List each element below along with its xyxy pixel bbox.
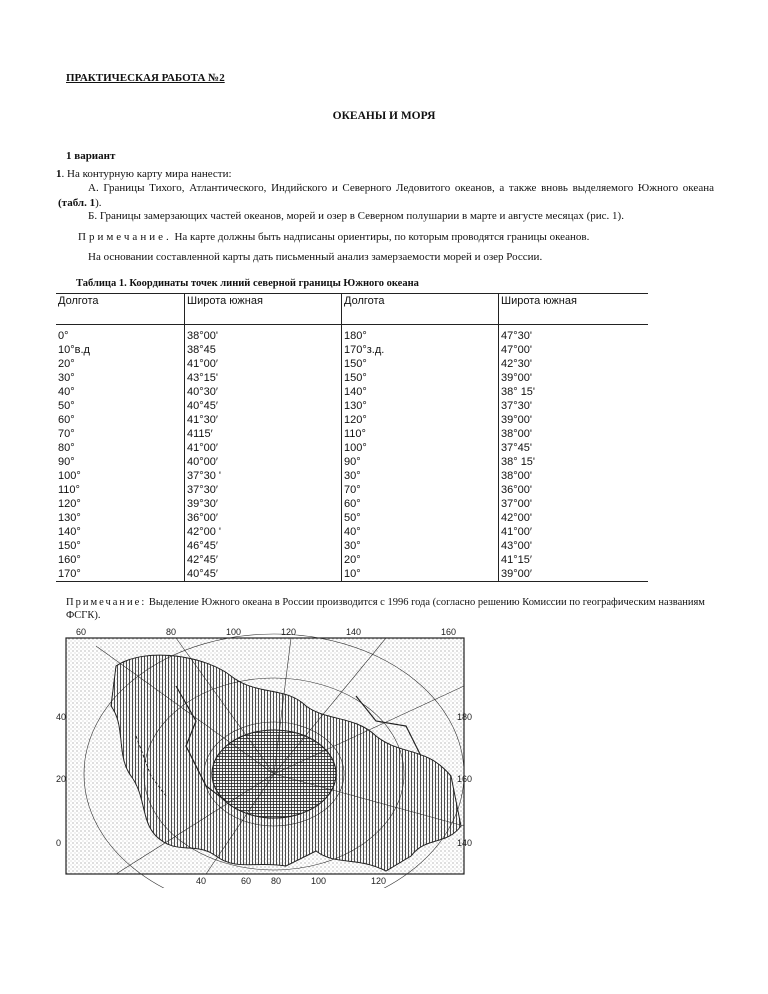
cell-latitude: 42°00 '	[185, 525, 342, 539]
table-row	[56, 511, 648, 525]
cell-latitude: 41°00′	[185, 357, 342, 371]
cell-latitude: 38° 15'	[499, 385, 649, 399]
cell-longitude: 110°	[342, 427, 499, 441]
cell-longitude: 40°	[58, 386, 75, 398]
cell-latitude: 40°30′	[185, 385, 342, 399]
cell-latitude: 42°00'	[499, 511, 649, 525]
cell-longitude: 170°	[56, 567, 185, 582]
map-top-label: 100	[226, 627, 242, 637]
table-row	[56, 525, 648, 539]
cell-longitude: 180°	[342, 325, 499, 344]
arctic-ice-map	[56, 626, 476, 888]
cell-latitude: 39°00'	[499, 371, 649, 385]
cell-longitude: 60°	[342, 497, 499, 511]
table-row	[56, 427, 648, 441]
cell-longitude: 60°	[58, 414, 75, 426]
cell-longitude: 50°	[342, 511, 499, 525]
table-row	[56, 357, 648, 371]
task-intro	[56, 167, 232, 182]
variant-heading: 1 вариант	[66, 150, 116, 162]
map-bottom-label: 100	[311, 876, 327, 886]
cell-longitude: 170°з.д.	[342, 343, 499, 357]
cell-longitude: 120°	[58, 498, 81, 510]
cell-latitude: 41°30′	[185, 413, 342, 427]
cell-longitude: 10°в.д	[58, 344, 90, 356]
map-bottom-label: 80	[271, 876, 282, 886]
map-bottom-label: 40	[196, 876, 207, 886]
cell-latitude: 42°30'	[499, 357, 649, 371]
table-row	[56, 455, 648, 469]
cell-latitude: 36°00'	[499, 483, 649, 497]
table-row	[56, 497, 648, 511]
section-title: ОКЕАНЫ И МОРЯ	[332, 110, 436, 122]
map-left-label: 40	[56, 712, 67, 722]
map-right-label: 140	[457, 838, 473, 848]
cell-latitude: 37°45'	[499, 441, 649, 455]
coordinates-table	[56, 293, 648, 582]
cell-longitude: 40°	[342, 525, 499, 539]
cell-latitude: 47°30'	[499, 325, 649, 344]
note-label: Примечание.	[78, 231, 172, 243]
table-caption: Таблица 1. Координаты точек линий северной границы Южного океана	[76, 278, 419, 289]
note-southern-ocean	[66, 596, 706, 622]
cell-latitude: 38°00'	[499, 427, 649, 441]
map-top-label: 160	[441, 627, 457, 637]
map-right-label: 160	[457, 774, 473, 784]
cell-latitude: 43°15'	[185, 371, 342, 385]
table-row	[56, 371, 648, 385]
cell-latitude: 37°30'	[499, 399, 649, 413]
cell-longitude: 80°	[58, 442, 75, 454]
table-row	[56, 539, 648, 553]
table-body	[56, 325, 648, 582]
column-header-longitude: Долгота	[342, 294, 499, 325]
task-item-b: Б. Границы замерзающих частей океанов, морей и озер в Северном полушарии в марте и августе месяцах (рис. 1).	[88, 210, 624, 222]
cell-latitude: 37°00'	[499, 497, 649, 511]
task-item-a-text: А. Границы Тихого, Атлантического, Индийского и Северного Ледовитого океанов, а также вновь выделяемого Южного океана	[88, 182, 714, 194]
cell-latitude: 40°45′	[185, 567, 342, 582]
map-left-label: 20	[56, 774, 67, 784]
cell-longitude: 20°	[342, 553, 499, 567]
table-row	[56, 441, 648, 455]
table-row	[56, 325, 648, 344]
cell-longitude: 30°	[342, 469, 499, 483]
page-title: ПРАКТИЧЕСКАЯ РАБОТА №2	[66, 72, 225, 84]
note-orientation	[78, 230, 589, 245]
cell-longitude: 140°	[342, 385, 499, 399]
cell-latitude: 38° 15'	[499, 455, 649, 469]
cell-longitude: 90°	[342, 455, 499, 469]
cell-longitude: 30°	[58, 372, 75, 384]
cell-longitude: 50°	[58, 400, 75, 412]
cell-longitude: 160°	[58, 554, 81, 566]
cell-latitude: 47°00'	[499, 343, 649, 357]
cell-latitude: 39°30′	[185, 497, 342, 511]
cell-latitude: 37°30′	[185, 483, 342, 497]
cell-latitude: 41°00′	[499, 525, 649, 539]
cell-latitude: 36°00′	[185, 511, 342, 525]
cell-longitude: 130°	[342, 399, 499, 413]
analysis-instruction: На основании составленной карты дать письменный анализ замерзаемости морей и озер России.	[88, 251, 543, 263]
cell-longitude: 140°	[58, 526, 81, 538]
figure-ice-map	[56, 626, 476, 888]
table-row	[56, 469, 648, 483]
cell-latitude: 4115′	[185, 427, 342, 441]
map-top-label: 60	[76, 627, 87, 637]
table-row	[56, 567, 648, 582]
column-header-latitude: Широта южная	[499, 294, 649, 325]
cell-latitude: 41°00′	[185, 441, 342, 455]
table-row	[56, 413, 648, 427]
cell-longitude: 70°	[342, 483, 499, 497]
task-intro-text: . На контурную карту мира нанести:	[61, 168, 232, 180]
cell-latitude: 43°00'	[499, 539, 649, 553]
map-left-label: 0	[56, 838, 62, 848]
task-item-a	[58, 181, 714, 211]
note2-text: Выделение Южного океана в России производится с 1996 года (согласно решению Комиссии по географическим названиям ФСГК).	[66, 597, 705, 621]
table-row	[56, 399, 648, 413]
cell-longitude: 110°	[58, 484, 80, 496]
cell-latitude: 37°30 '	[185, 469, 342, 483]
map-bottom-label: 120	[371, 876, 387, 886]
cell-longitude: 10°	[342, 567, 499, 582]
note2-label: Примечание:	[66, 597, 147, 608]
cell-longitude: 100°	[58, 470, 81, 482]
column-header-latitude: Широта южная	[185, 294, 342, 325]
table-row	[56, 385, 648, 399]
cell-latitude: 46°45′	[185, 539, 342, 553]
cell-latitude: 42°45′	[185, 553, 342, 567]
arctic-ice-area	[212, 730, 336, 818]
cell-longitude: 90°	[58, 456, 75, 468]
cell-latitude: 40°00′	[185, 455, 342, 469]
cell-latitude: 39°00′	[499, 567, 649, 582]
cell-latitude: 38°00'	[185, 325, 342, 344]
cell-longitude: 150°	[342, 357, 499, 371]
map-top-label: 120	[281, 627, 297, 637]
cell-longitude: 20°	[58, 358, 75, 370]
column-header-longitude: Долгота	[56, 294, 185, 325]
table-row	[56, 553, 648, 567]
cell-latitude: 41°15′	[499, 553, 649, 567]
cell-latitude: 38°00'	[499, 469, 649, 483]
table-header-row	[56, 294, 648, 325]
cell-longitude: 100°	[342, 441, 499, 455]
cell-longitude: 120°	[342, 413, 499, 427]
cell-longitude: 150°	[58, 540, 81, 552]
cell-latitude: 38°45	[185, 343, 342, 357]
map-top-label: 140	[346, 627, 362, 637]
cell-longitude: 150°	[342, 371, 499, 385]
map-top-label: 80	[166, 627, 177, 637]
table-reference: (табл. 1	[58, 197, 96, 209]
task-number: 1	[56, 168, 62, 180]
cell-latitude: 39°00'	[499, 413, 649, 427]
cell-longitude: 30°	[342, 539, 499, 553]
table-row	[56, 483, 648, 497]
cell-longitude: 70°	[58, 428, 75, 440]
cell-longitude: 130°	[58, 512, 81, 524]
cell-longitude: 0°	[58, 330, 69, 342]
cell-latitude: 40°45′	[185, 399, 342, 413]
note-text: На карте должны быть надписаны ориентиры, по которым проводятся границы океанов.	[171, 231, 590, 243]
task-item-a-end: ).	[95, 197, 102, 209]
map-right-label: 180	[457, 712, 473, 722]
map-bottom-label: 60	[241, 876, 252, 886]
table-row	[56, 343, 648, 357]
